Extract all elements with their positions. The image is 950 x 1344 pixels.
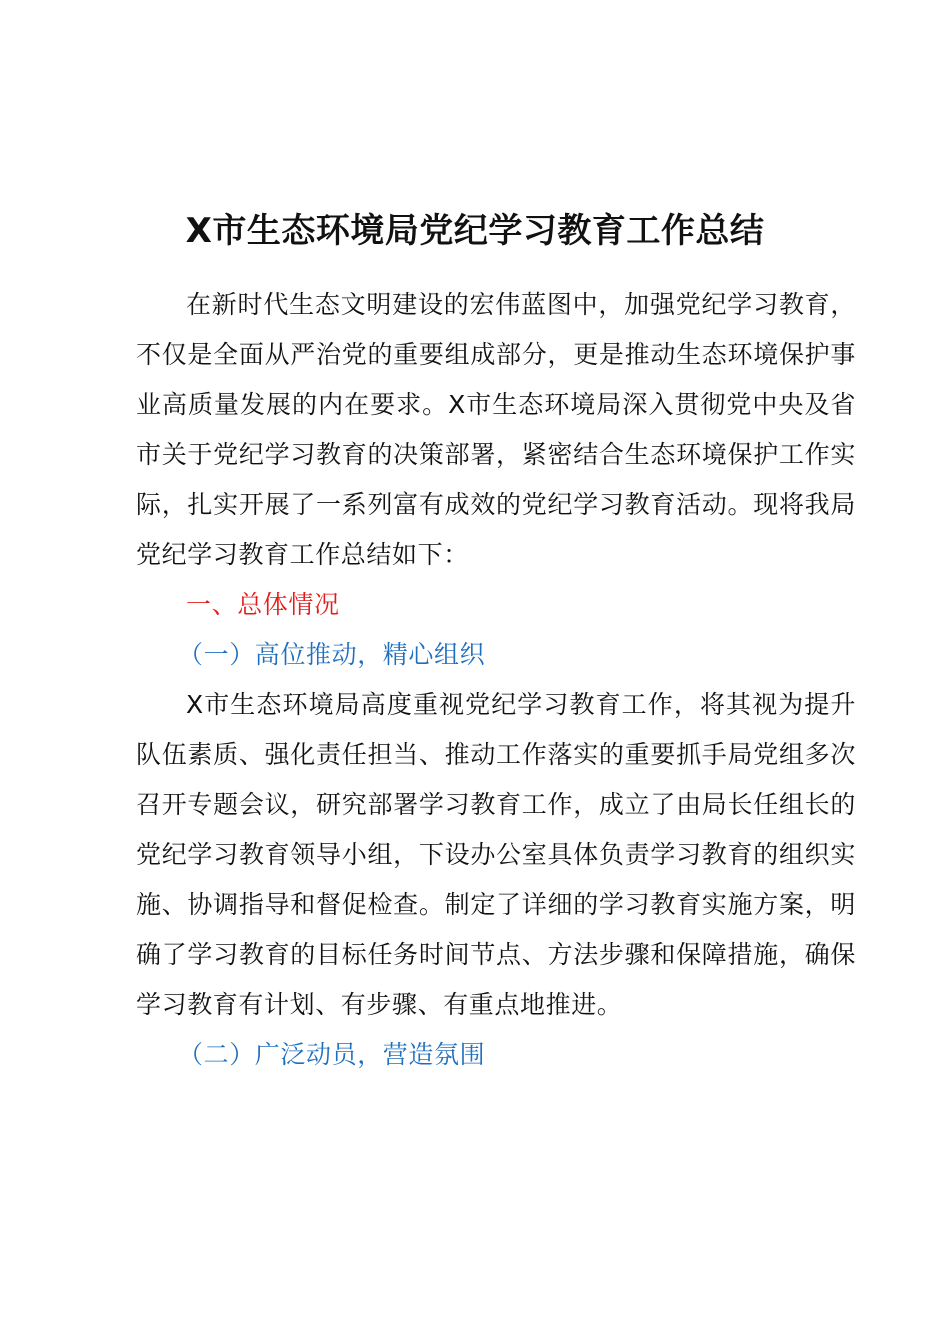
- subsection-heading-2: （二）广泛动员，营造氛围: [178, 1040, 486, 1069]
- subsection-heading-1: （一）高位推动，精心组织: [178, 640, 486, 669]
- subsection-1-paragraph: X市生态环境局高度重视党纪学习教育工作，将其视为提升队伍素质、强化责任担当、推动工作落实的重要抓手局党组多次召开专题会议，研究部署学习教育工作，成立了由局长任组长的党纪学习教育领导小组，下设办公室具体负责学习教育的组织实施、协调指导和督促检查。制定了详细的学习教育实施方案，明确了学习教育的目标任务时间节点、方法步骤和保障措施，确保学习教育有计划、有步骤、有重点地推进。: [136, 690, 856, 1019]
- intro-paragraph: 在新时代生态文明建设的宏伟蓝图中，加强党纪学习教育，不仅是全面从严治党的重要组成部分，更是推动生态环境保护事业高质量发展的内在要求。X市生态环境局深入贯彻党中央及省市关于党纪学习教育的决策部署，紧密结合生态环境保护工作实际，扎实开展了一系列富有成效的党纪学习教育活动。现将我局党纪学习教育工作总结如下：: [136, 290, 856, 569]
- section-heading-overall: 一、总体情况: [186, 590, 340, 619]
- document-body: [136, 280, 856, 1080]
- document-title: X市生态环境局党纪学习教育工作总结: [185, 211, 765, 251]
